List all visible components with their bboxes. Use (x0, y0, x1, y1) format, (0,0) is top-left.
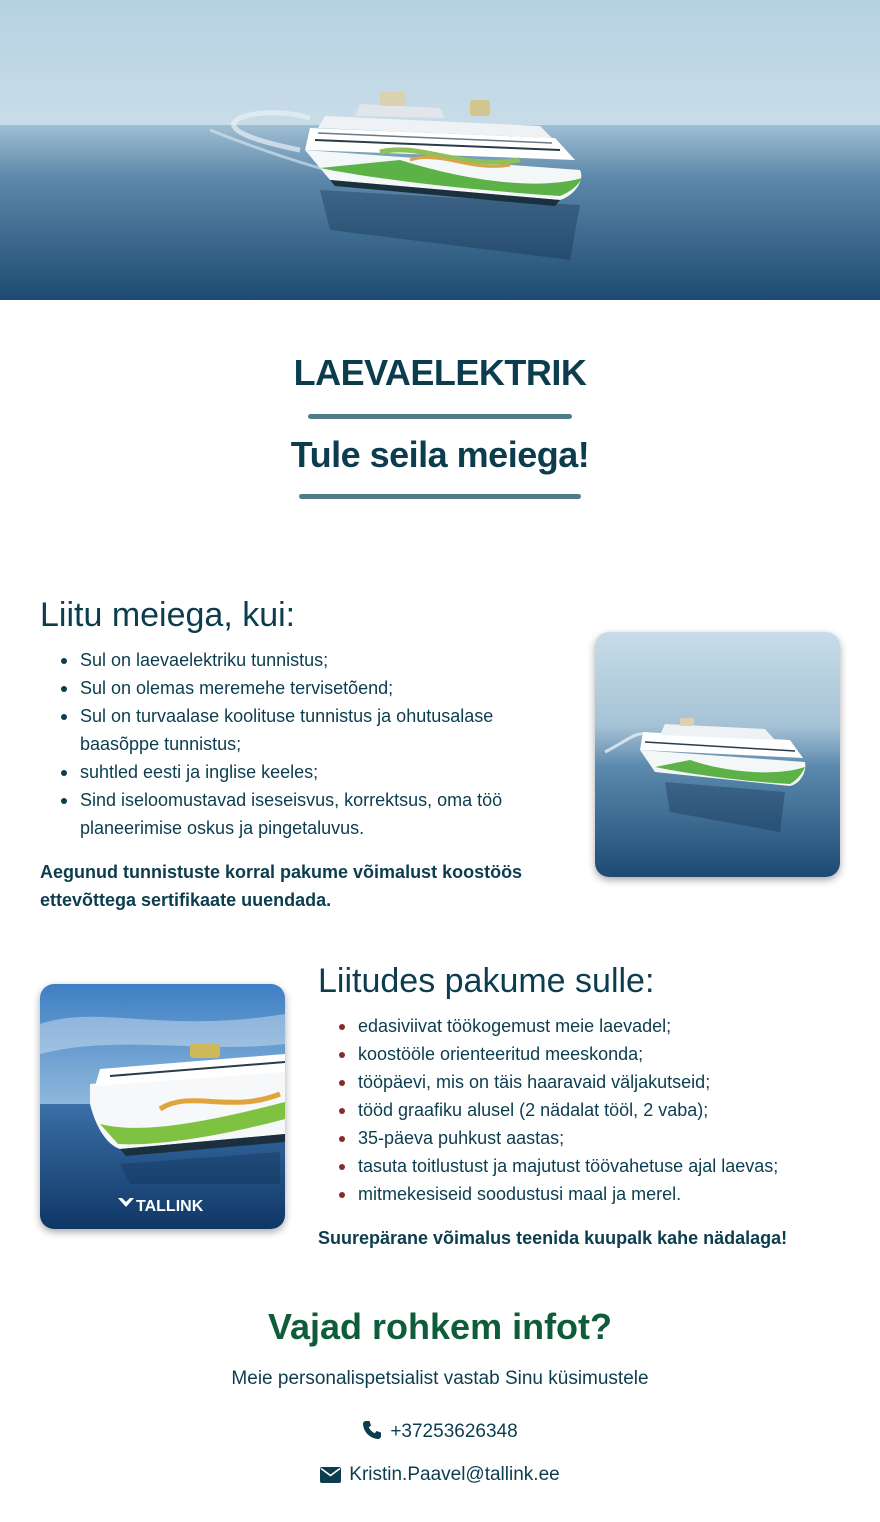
phone-icon (362, 1420, 382, 1446)
list-item: mitmekesiseid soodustusi maal ja merel. (318, 1180, 858, 1208)
page-subtitle: Tule seila meiega! (290, 434, 590, 475)
envelope-icon (320, 1467, 341, 1489)
list-item: edasiviivat töökogemust meie laevadel; (318, 1012, 858, 1040)
list-item: Sind iseloomustavad iseseisvus, korrektsus, oma töö planeerimise oskus ja pingetaluvus. (40, 786, 550, 842)
requirements-note: Aegunud tunnistuste korral pakume võimalust koostöös ettevõttega sertifikaate uuendada. (40, 862, 523, 910)
offer-note: Suurepärane võimalus teenida kuupalk kahe nädalaga! (318, 1228, 788, 1248)
subtitle-divider (299, 494, 581, 499)
list-item: koostööle orienteeritud meeskonda; (318, 1040, 858, 1068)
offer-heading: Liitudes pakume sulle: (318, 962, 655, 1000)
offer-list (318, 1012, 858, 1208)
list-item: Sul on laevaelektriku tunnistus; (40, 646, 550, 674)
svg-text:TALLINK: TALLINK (136, 1198, 204, 1215)
hero-ferry-image (0, 0, 880, 300)
phone-link[interactable]: +37253626348 (390, 1421, 518, 1442)
list-item: Sul on turvaalase koolituse tunnistus ja ohutusalase baasõppe tunnistus; (40, 702, 550, 758)
requirements-heading: Liitu meiega, kui: (40, 596, 296, 634)
phone-row (0, 1420, 880, 1446)
list-item: Sul on olemas meremehe tervisetõend; (40, 674, 550, 702)
requirements-list (40, 646, 550, 842)
ferry-photo-tallink (40, 984, 285, 1229)
list-item: 35-päeva puhkust aastas; (318, 1124, 858, 1152)
page-title: LAEVAELEKTRIK (293, 352, 587, 393)
email-row (0, 1464, 880, 1489)
contact-subtitle: Meie personalispetsialist vastab Sinu küsimustele (231, 1368, 649, 1389)
list-item: tööd graafiku alusel (2 nädalat tööl, 2 vaba); (318, 1096, 858, 1124)
list-item: tööpäevi, mis on täis haaravaid väljakutseid; (318, 1068, 858, 1096)
ferry-photo-sea (595, 632, 840, 877)
list-item: suhtled eesti ja inglise keeles; (40, 758, 550, 786)
list-item: tasuta toitlustust ja majutust töövahetuse ajal laevas; (318, 1152, 858, 1180)
ferry-illustration (0, 0, 880, 300)
email-link[interactable]: Kristin.Paavel@tallink.ee (349, 1464, 560, 1485)
contact-heading: Vajad rohkem infot? (267, 1306, 613, 1347)
title-divider (308, 414, 572, 419)
